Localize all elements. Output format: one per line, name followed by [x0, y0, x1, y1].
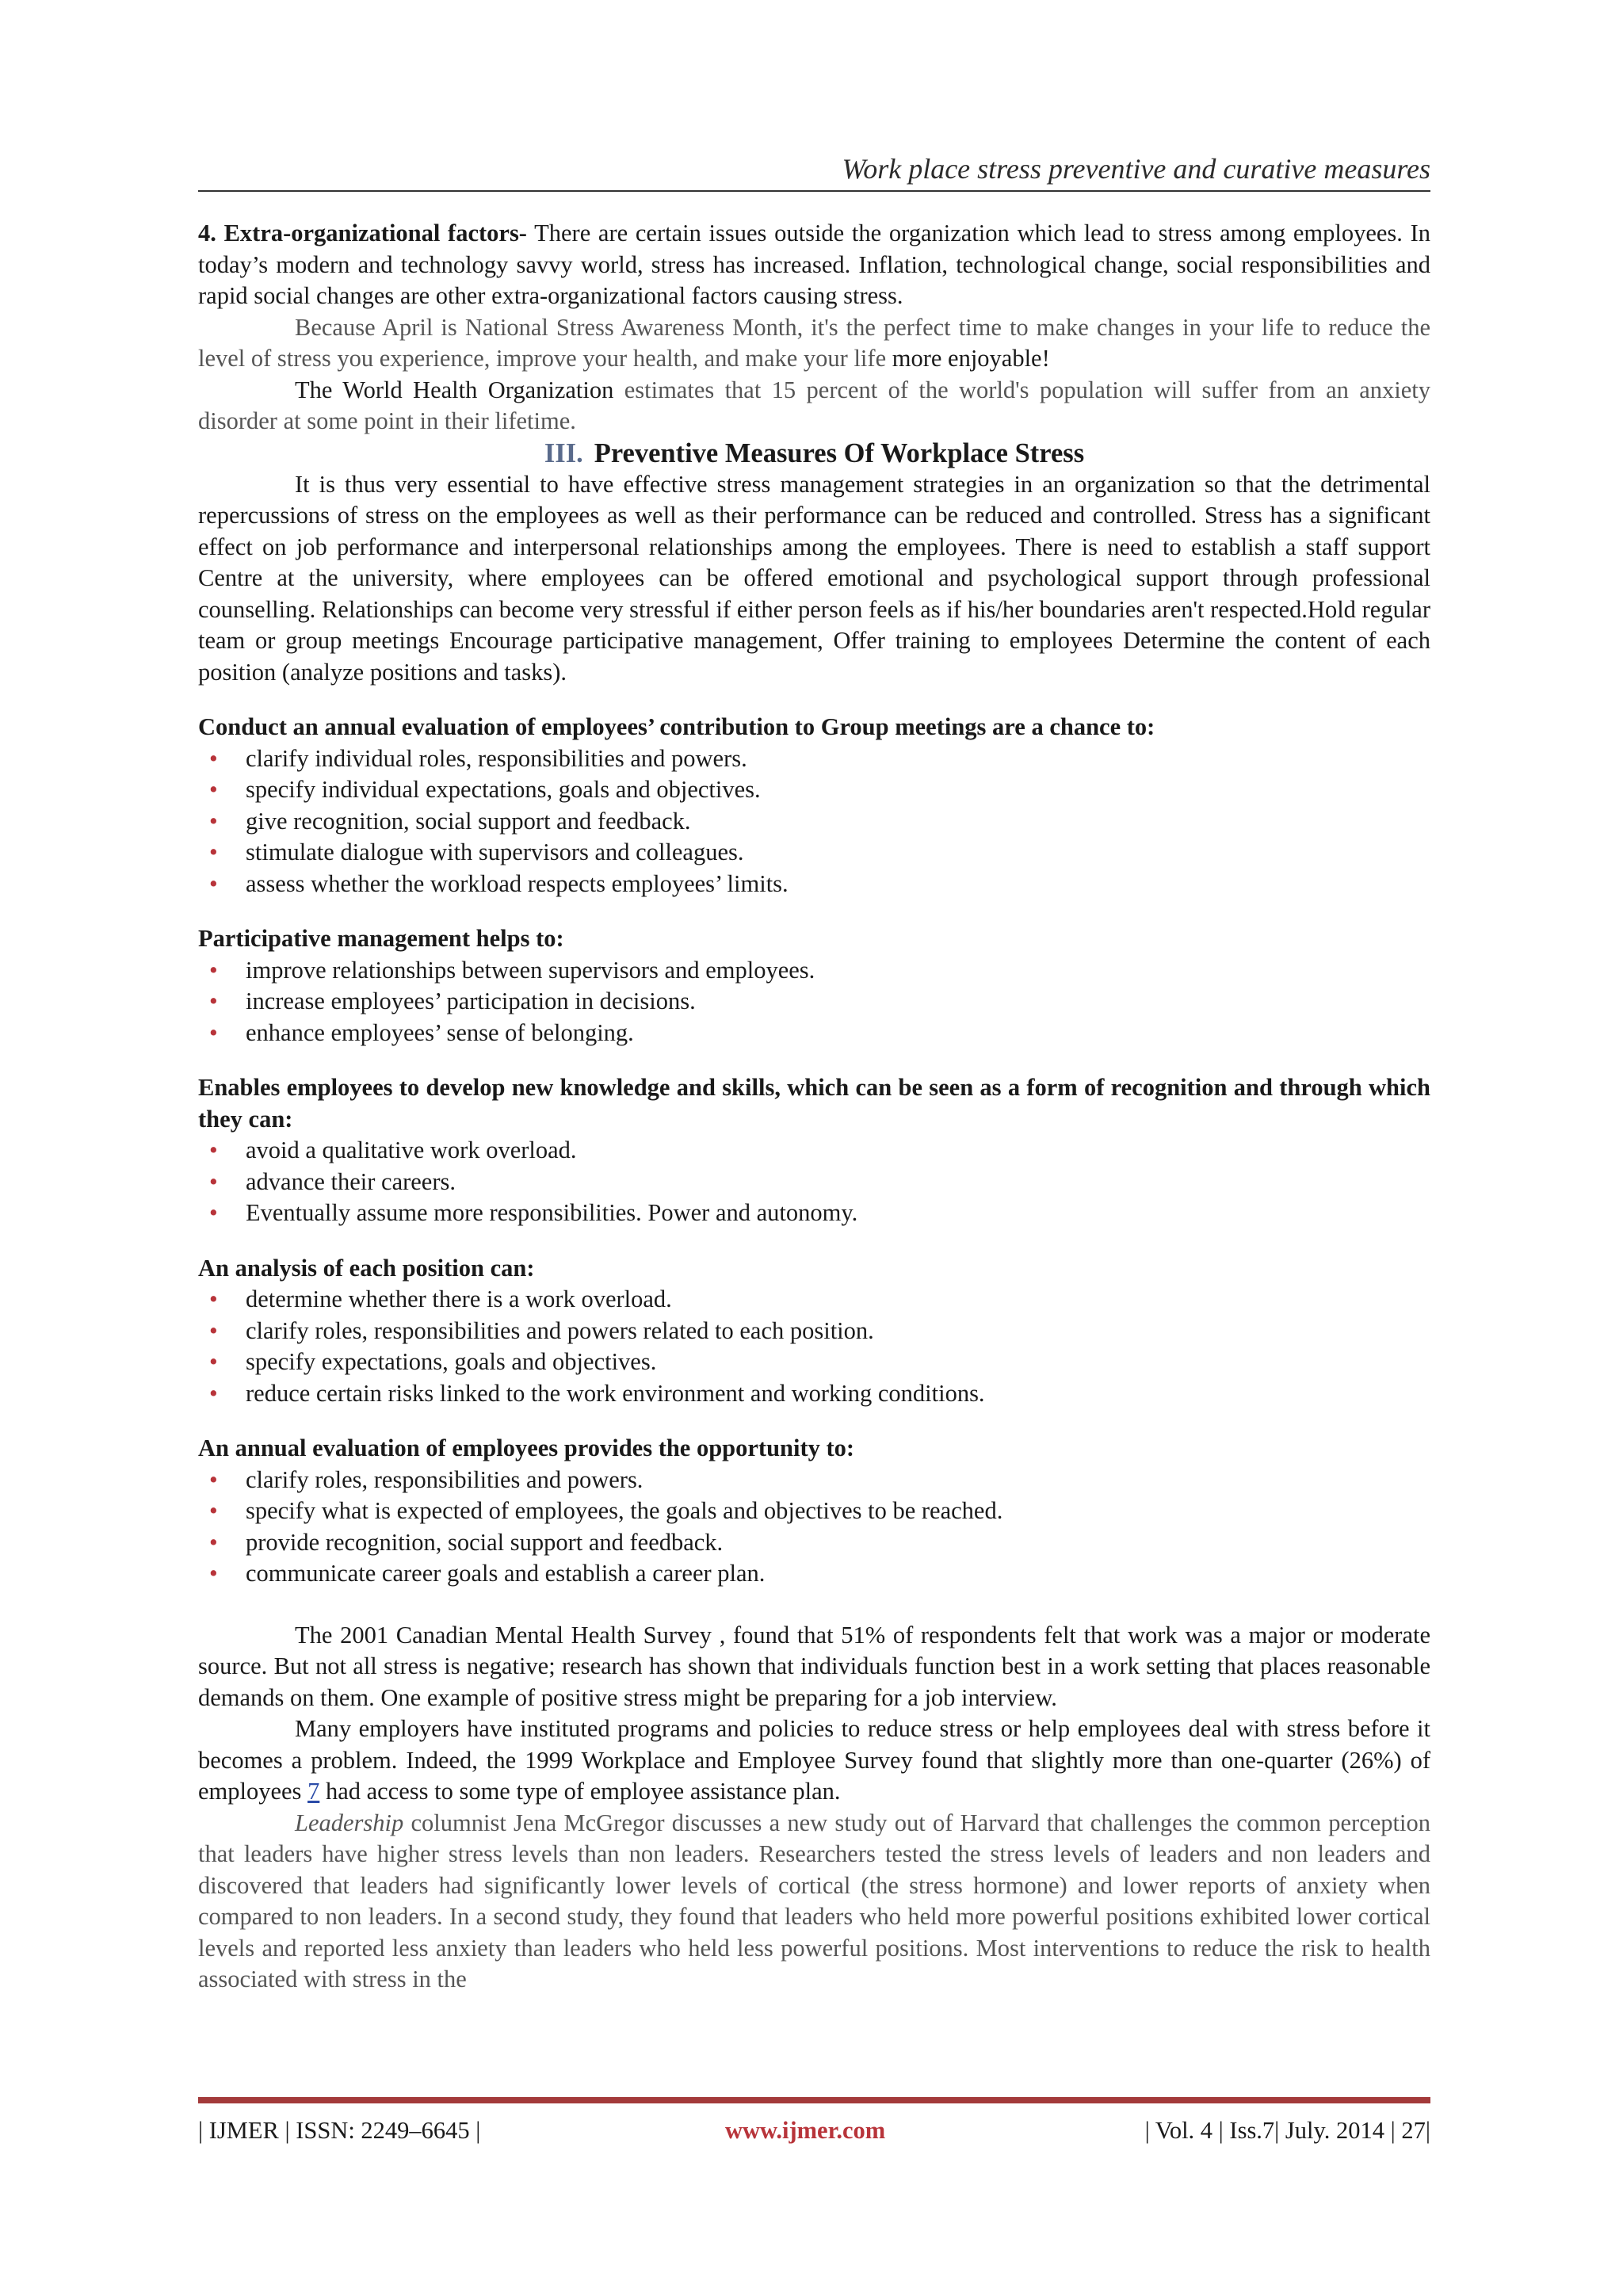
- list-item-text: specify individual expectations, goals and objectives.: [246, 776, 761, 803]
- paragraph-extra-organizational: [198, 218, 1430, 312]
- bullet-icon: •: [209, 1497, 218, 1524]
- bullet-icon: •: [209, 776, 218, 803]
- list-item: [198, 743, 1430, 775]
- list-item: [198, 1378, 1430, 1410]
- list-item: [198, 837, 1430, 869]
- spacer: [198, 1590, 1430, 1620]
- issue-page-info: | Vol. 4 | Iss.7| July. 2014 | 27|: [1144, 2117, 1430, 2144]
- list-heading-training: Enables employees to develop new knowledge and skills, which can be seen as a form of recognition and through which they can:: [198, 1074, 1430, 1133]
- bullet-icon: •: [209, 1528, 218, 1556]
- list-item: [198, 1465, 1430, 1496]
- who-link[interactable]: The World Health Organization: [295, 376, 614, 403]
- list-item: [198, 806, 1430, 838]
- list-heading-position: An analysis of each position can:: [198, 1254, 535, 1282]
- journal-website-link[interactable]: www.ijmer.com: [725, 2117, 886, 2144]
- list-item: [198, 1198, 1430, 1229]
- list-item-text: increase employees’ participation in decisions.: [246, 988, 696, 1014]
- bullet-icon: •: [209, 956, 218, 984]
- list-item: [198, 1135, 1430, 1167]
- list-item-text: provide recognition, social support and feedback.: [246, 1528, 724, 1556]
- publication-name: Leadership: [295, 1809, 404, 1836]
- list-item-text: avoid a qualitative work overload.: [246, 1137, 577, 1163]
- section-intro: It is thus very essential to have effective stress management strategies in an organization so that the detrimental repercussions of stress on the employees as well as their performance can be reduced and controlled. Stress has a significant effect on job performance and interpersonal relationships among the employees. There is need to establish a staff support Centre at the university, where employees can be offered emotional and psychological support through professional counselling. Relationships can become very stressful if either person feels as if his/her boundaries aren't respected.Hold regular team or group meetings Encourage participative management, Offer training to employees Determine the content of each position (analyze positions and tasks).: [198, 470, 1430, 686]
- list-item-text: advance their careers.: [246, 1167, 456, 1195]
- paragraph-link-text[interactable]: more enjoyable!: [892, 345, 1050, 372]
- list-item-text: Eventually assume more responsibilities. Power and autonomy.: [246, 1199, 858, 1226]
- section-number: III.: [544, 437, 583, 468]
- list-item-text: clarify roles, responsibilities and powers.: [246, 1465, 643, 1493]
- section-title: Preventive Measures Of Workplace Stress: [594, 437, 1085, 468]
- paragraph-employers: [198, 1713, 1430, 1808]
- paragraph-text: Because April is National Stress Awareness Month, it's the perfect time to make changes in your life to reduce the level of stress you experience, improve your health, and make your life: [198, 313, 1430, 372]
- list-item: [198, 1018, 1430, 1049]
- list-item-text: determine whether there is a work overload.: [246, 1286, 672, 1312]
- bullet-icon: •: [209, 869, 218, 897]
- list-item: [198, 1558, 1430, 1590]
- bullet-icon: •: [209, 744, 218, 772]
- section-heading: [198, 437, 1430, 469]
- list-item: [198, 869, 1430, 900]
- list-item-text: improve relationships between supervisors and employees.: [246, 956, 815, 984]
- bullet-icon: •: [209, 1199, 218, 1226]
- bullet-list-evaluation: [198, 1465, 1430, 1590]
- list-item: [198, 1167, 1430, 1198]
- paragraph-leadership: [198, 1808, 1430, 1996]
- bullet-list-group-meetings: [198, 743, 1430, 900]
- bullet-icon: •: [209, 1286, 218, 1312]
- item-text: There are certain issues outside the organization which lead to stress among employees. In today’s modern and technology savvy world, stress has increased. Inflation, technological change, social responsibilities and rapid social changes are other extra-organizational factors causing stress.: [198, 220, 1430, 309]
- header-rule: [198, 190, 1430, 192]
- paragraph-who: [198, 375, 1430, 437]
- list-item: [198, 986, 1430, 1018]
- list-item-text: communicate career goals and establish a career plan.: [246, 1560, 766, 1587]
- bullet-icon: •: [209, 1137, 218, 1163]
- journal-info: | IJMER | ISSN: 2249–6645 |: [198, 2117, 481, 2144]
- paragraph-text: estimates that 15 percent of the world's population will suffer from an anxiety disorder at some point in their lifetime.: [198, 376, 1430, 434]
- bullet-icon: •: [209, 1018, 218, 1046]
- paragraph-text: Many employers have instituted programs and policies to reduce stress or help employees deal with stress before it becomes a problem. Indeed, the 1999 Workplace and Employee Survey found that slightly more than one-quarter (26%) of employees: [198, 1715, 1430, 1805]
- list-item: [198, 955, 1430, 987]
- list-item-text: enhance employees’ sense of belonging.: [246, 1018, 634, 1046]
- bullet-icon: •: [209, 807, 218, 835]
- article-body: [198, 218, 1430, 1996]
- list-item-text: clarify individual roles, responsibilities and powers.: [246, 744, 747, 772]
- bullet-list-position: [198, 1284, 1430, 1409]
- list-item-text: stimulate dialogue with supervisors and colleagues.: [246, 839, 744, 865]
- bullet-icon: •: [209, 1348, 218, 1375]
- list-item-text: reduce certain risks linked to the work environment and working conditions.: [246, 1379, 985, 1407]
- footer-rule: [198, 2097, 1430, 2103]
- paragraph-text: had access to some type of employee assistance plan.: [319, 1778, 841, 1805]
- list-item-text: clarify roles, responsibilities and powers related to each position.: [246, 1316, 874, 1344]
- list-item: [198, 1347, 1430, 1378]
- bullet-icon: •: [209, 988, 218, 1014]
- list-item: [198, 1284, 1430, 1316]
- bullet-list-training: [198, 1135, 1430, 1229]
- list-item-text: give recognition, social support and feedback.: [246, 807, 691, 835]
- list-heading-participative: Participative management helps to:: [198, 925, 564, 952]
- bullet-icon: •: [209, 1379, 218, 1407]
- bullet-icon: •: [209, 1167, 218, 1195]
- list-item: [198, 1496, 1430, 1527]
- list-item: [198, 1316, 1430, 1347]
- bullet-list-participative: [198, 955, 1430, 1049]
- running-header: Work place stress preventive and curative measures: [842, 153, 1430, 185]
- list-heading-evaluation: An annual evaluation of employees provides the opportunity to:: [198, 1435, 855, 1461]
- item-number: 4.: [198, 220, 216, 246]
- list-item-text: specify what is expected of employees, the goals and objectives to be reached.: [246, 1497, 1003, 1524]
- bullet-icon: •: [209, 1316, 218, 1344]
- item-heading: Extra-organizational factors-: [223, 220, 527, 246]
- list-heading-group-meetings: Conduct an annual evaluation of employees’ contribution to Group meetings are a chance to:: [198, 713, 1155, 740]
- paragraph-canadian-survey: The 2001 Canadian Mental Health Survey , found that 51% of respondents felt that work was a major or moderate source. But not all stress is negative; research has shown that individuals function best in a work setting that places reasonable demands on them. One example of positive stress might be preparing for a job interview.: [198, 1621, 1430, 1711]
- reference-link[interactable]: 7: [307, 1778, 320, 1805]
- list-item-text: assess whether the workload respects employees’ limits.: [246, 869, 789, 897]
- bullet-icon: •: [209, 839, 218, 865]
- list-item-text: specify expectations, goals and objectives.: [246, 1348, 657, 1375]
- list-item: [198, 774, 1430, 806]
- bullet-icon: •: [209, 1560, 218, 1587]
- bullet-icon: •: [209, 1465, 218, 1493]
- paragraph-text: columnist Jena McGregor discusses a new study out of Harvard that challenges the common perception that leaders have higher stress levels than non leaders. Researchers tested the stress levels of leaders and non leaders and discovered that leaders had significantly lower levels of cortical (the stress hormone) and lower reports of anxiety when compared to non leaders. In a second study, they found that leaders who held more powerful positions exhibited lower cortical levels and reported less anxiety than leaders who held less powerful positions. Most interventions to reduce the risk to health associated with stress in the: [198, 1809, 1430, 1992]
- list-item: [198, 1527, 1430, 1559]
- paragraph-awareness-month: [198, 312, 1430, 375]
